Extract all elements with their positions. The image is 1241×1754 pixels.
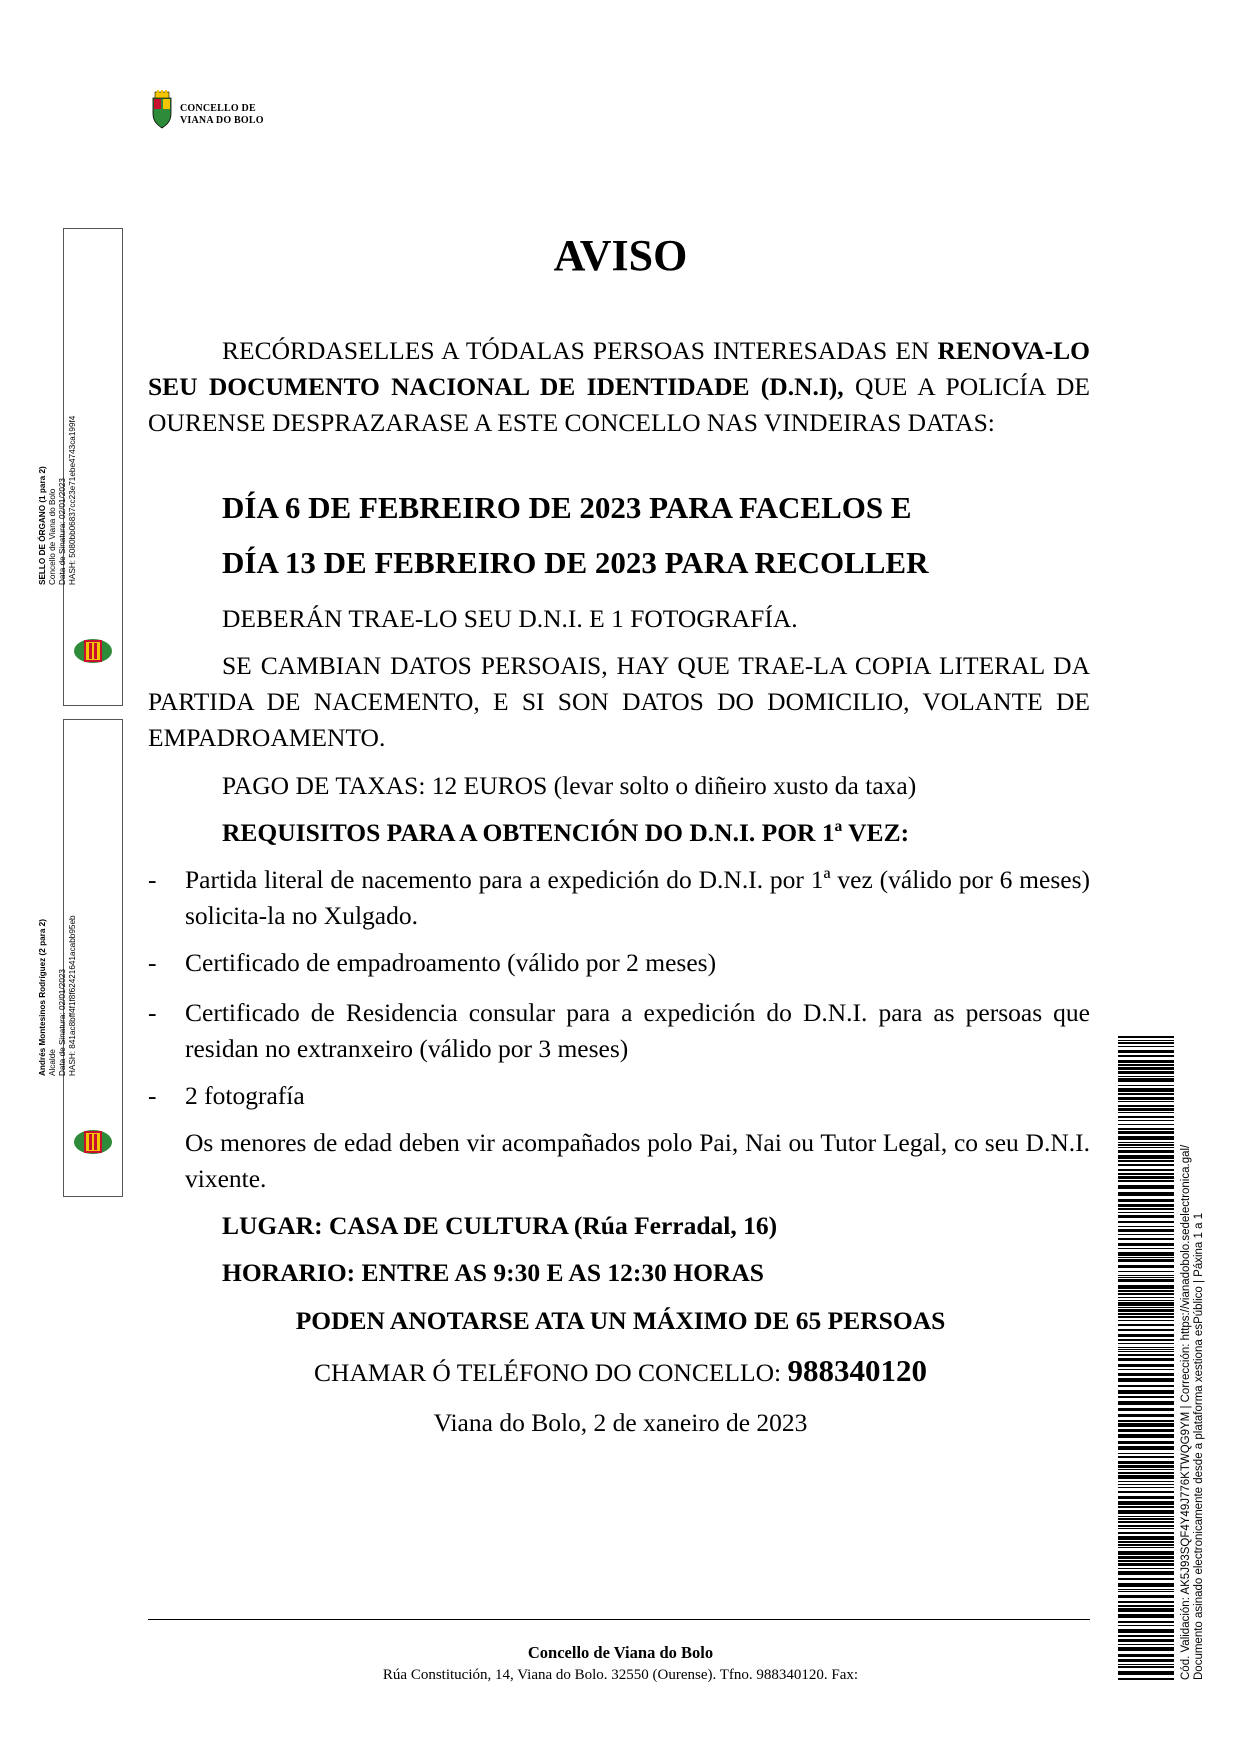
barcode-bar: [1118, 1199, 1174, 1202]
barcode-bar: [1118, 1408, 1174, 1411]
barcode-bar: [1118, 1441, 1174, 1444]
barcode-bar: [1118, 1101, 1174, 1102]
barcode-bar: [1118, 1042, 1174, 1044]
bring-instructions: DEBERÁN TRAE-LO SEU D.N.I. E 1 FOTOGRAFÍA.: [222, 604, 798, 633]
barcode-bar: [1118, 1639, 1174, 1642]
requirements-heading: REQUISITOS PARA A OBTENCIÓN DO D.N.I. POR 1ª VEZ:: [222, 818, 910, 847]
barcode-bar: [1118, 1536, 1174, 1540]
municipal-logo: [150, 90, 270, 134]
barcode-bar: [1118, 1664, 1174, 1665]
barcode-bar: [1118, 1277, 1174, 1278]
barcode-bar: [1118, 1378, 1174, 1382]
barcode-bar: [1118, 1481, 1174, 1482]
barcode-bar: [1118, 1093, 1174, 1095]
barcode-bar: [1118, 1501, 1174, 1505]
barcode-bar: [1118, 1180, 1174, 1182]
barcode-bar: [1118, 1257, 1174, 1258]
barcode-bar: [1118, 1510, 1174, 1514]
barcode-bar: [1118, 1635, 1174, 1637]
signature-panel-mayor: [38, 719, 123, 1197]
barcode-bar: [1118, 1461, 1174, 1464]
footer-org: Concello de Viana do Bolo: [527, 1643, 714, 1662]
barcode-bar: [1118, 1155, 1174, 1159]
barcode-bar: [1118, 1423, 1174, 1427]
seal-icon: [73, 637, 113, 665]
barcode-bar: [1118, 1252, 1174, 1256]
barcode-bar: [1118, 1248, 1174, 1249]
barcode-bar: [1118, 1544, 1174, 1546]
barcode-bar: [1118, 1528, 1174, 1529]
barcode-bar: [1118, 1329, 1174, 1331]
barcode-bar: [1118, 1221, 1174, 1223]
barcode-bar: [1118, 1212, 1174, 1213]
barcode-bar: [1118, 1142, 1174, 1143]
bullet-dash: -: [148, 948, 157, 977]
barcode-bar: [1118, 1160, 1174, 1162]
barcode-bar: [1118, 1358, 1174, 1361]
barcode-bar: [1118, 1354, 1174, 1356]
barcode-bar: [1118, 1131, 1174, 1134]
barcode-bar: [1118, 1116, 1174, 1118]
list-item: - Certificado de Residencia consular para a expedición do D.N.I. para as persoas que residan no extranxeiro (válido por 3 meses): [148, 995, 1090, 1067]
barcode-bar: [1118, 1112, 1174, 1113]
barcode-bar: [1118, 1349, 1174, 1350]
barcode-bar: [1118, 1173, 1174, 1175]
barcode-bar: [1118, 1234, 1174, 1235]
barcode-bar: [1118, 1150, 1174, 1153]
intro-paragraph: RECÓRDASELLES A TÓDALAS PERSOAS INTERESADAS EN RENOVA-LO SEU DOCUMENTO NACIONAL DE IDENTIDADE (D.N.I), QUE A POLICÍA DE OURENSE DESPRAZARASE A ESTE CONCELLO NAS VINDEIRAS DATAS:: [148, 336, 1090, 437]
barcode-bar: [1118, 1516, 1174, 1517]
barcode-bar: [1118, 1608, 1174, 1612]
barcode-bar: [1118, 1671, 1174, 1675]
barcode-bar: [1118, 1453, 1174, 1454]
barcode-bar: [1118, 1324, 1174, 1326]
barcode-bar: [1118, 1108, 1174, 1111]
barcode-bar: [1118, 1169, 1174, 1171]
barcode-bar: [1118, 1320, 1174, 1321]
signature-text: Andrés Montesinos Rodríguez (2 para 2) Alcalde Data de Sinatura: 02/01/2023 HASH: 841ac8bff4f1f8f62421641acabb95eb: [38, 915, 77, 1076]
barcode-bar: [1118, 1369, 1174, 1370]
barcode-bar: [1118, 1525, 1174, 1527]
barcode-bar: [1118, 1547, 1174, 1548]
barcode-bar: [1118, 1678, 1174, 1680]
list-item: - 2 fotografía: [148, 1078, 1090, 1114]
barcode-bar: [1118, 1259, 1174, 1262]
barcode-bar: [1118, 1164, 1174, 1166]
barcode-bar: [1118, 1605, 1174, 1607]
footer-divider: [148, 1619, 1090, 1620]
date-line-capture: DÍA 6 DE FEBREIRO DE 2023 PARA FACELOS E: [222, 490, 912, 525]
barcode-bar: [1118, 1307, 1174, 1308]
barcode-bar: [1118, 1506, 1174, 1508]
page-title: AVISO: [553, 231, 688, 280]
phone-number: 988340120: [787, 1353, 927, 1388]
barcode-bar: [1118, 1147, 1174, 1148]
minors-paragraph: Os menores de edad deben vir acompañados polo Pai, Nai ou Tutor Legal, co seu D.N.I. vixente.: [185, 1128, 1090, 1193]
seal-icon: [73, 1128, 113, 1156]
barcode-bar: [1118, 1060, 1174, 1063]
barcode-bar: [1118, 1472, 1174, 1474]
barcode-bar: [1118, 1085, 1174, 1086]
fees-line: PAGO DE TAXAS: 12 EUROS (levar solto o diñeiro xusto da taxa): [222, 771, 917, 800]
barcode-bar: [1118, 1309, 1174, 1312]
barcode-bar: [1118, 1293, 1174, 1295]
barcode-bar: [1118, 1046, 1174, 1047]
barcode-bar: [1118, 1124, 1174, 1125]
barcode-bar: [1118, 1128, 1174, 1130]
barcode-bar: [1118, 1420, 1174, 1422]
barcode-bar: [1118, 1614, 1174, 1618]
barcode-bar: [1118, 1316, 1174, 1318]
validation-barcode: [1118, 1036, 1174, 1680]
barcode-bar: [1118, 1300, 1174, 1301]
barcode-bar: [1118, 1484, 1174, 1485]
barcode-bar: [1118, 1568, 1174, 1569]
barcode-bar: [1118, 1088, 1174, 1092]
barcode-bar: [1118, 1215, 1174, 1218]
list-item: - Certificado de empadroamento (válido por 2 meses): [148, 945, 1090, 981]
barcode-bar: [1118, 1078, 1174, 1082]
barcode-bar: [1118, 1067, 1174, 1070]
barcode-bar: [1118, 1208, 1174, 1210]
barcode-bar: [1118, 1621, 1174, 1623]
barcode-bar: [1118, 1226, 1174, 1227]
barcode-bar: [1118, 1401, 1174, 1405]
barcode-bar: [1118, 1496, 1174, 1499]
hours-line: HORARIO: ENTRE AS 9:30 E AS 12:30 HORAS: [222, 1258, 764, 1287]
bullet-dash: -: [148, 1081, 157, 1110]
barcode-bar: [1118, 1551, 1174, 1555]
barcode-bar: [1118, 1563, 1174, 1566]
barcode-bar: [1118, 1521, 1174, 1523]
barcode-bar: [1118, 1040, 1174, 1041]
barcode-bar: [1118, 1647, 1174, 1651]
barcode-bar: [1118, 1364, 1174, 1367]
barcode-bar: [1118, 1654, 1174, 1657]
barcode-bar: [1118, 1271, 1174, 1272]
barcode-bar: [1118, 1666, 1174, 1668]
barcode-bar: [1118, 1414, 1174, 1417]
barcode-bar: [1118, 1347, 1174, 1348]
coat-of-arms-icon: [150, 90, 174, 130]
barcode-bar: [1118, 1279, 1174, 1282]
barcode-bar: [1118, 1275, 1174, 1276]
barcode-bar: [1118, 1192, 1174, 1196]
barcode-bar: [1118, 1541, 1174, 1543]
barcode-bar: [1118, 1055, 1174, 1057]
barcode-bar: [1118, 1036, 1174, 1038]
barcode-bar: [1118, 1076, 1174, 1077]
barcode-bar: [1118, 1302, 1174, 1306]
barcode-bar: [1118, 1429, 1174, 1432]
capacity-line: PODEN ANOTARSE ATA UN MÁXIMO DE 65 PERSOAS: [295, 1306, 946, 1335]
barcode-bar: [1118, 1385, 1174, 1387]
bullet-dash: -: [148, 865, 157, 894]
barcode-bar: [1118, 1339, 1174, 1341]
barcode-bar: [1118, 1446, 1174, 1450]
barcode-bar: [1118, 1518, 1174, 1520]
barcode-bar: [1118, 1595, 1174, 1598]
barcode-bar: [1118, 1050, 1174, 1053]
barcode-bar: [1118, 1238, 1174, 1240]
barcode-bar: [1118, 1591, 1174, 1592]
barcode-bar: [1118, 1343, 1174, 1344]
signature-text: SELLO DE ÓRGANO (1 para 2) Concello de Viana do Bolo Data de Sinatura: 02/01/2023 HASH: 5080bb06837cc23e71ebe4743ca199f4: [38, 415, 77, 585]
barcode-bar: [1118, 1589, 1174, 1590]
barcode-bar: [1118, 1243, 1174, 1246]
barcode-bar: [1118, 1487, 1174, 1488]
barcode-bar: [1118, 1071, 1174, 1074]
document-date: Viana do Bolo, 2 de xaneiro de 2023: [433, 1408, 808, 1437]
barcode-bar: [1118, 1120, 1174, 1121]
barcode-bar: [1118, 1532, 1174, 1534]
barcode-bar: [1118, 1469, 1174, 1470]
org-name: CONCELLO DE VIANA DO BOLO: [180, 103, 264, 126]
barcode-bar: [1118, 1185, 1174, 1189]
barcode-bar: [1118, 1204, 1174, 1207]
barcode-bar: [1118, 1097, 1174, 1100]
barcode-bar: [1118, 1390, 1174, 1394]
barcode-bar: [1118, 1334, 1174, 1337]
data-change-paragraph: SE CAMBIAN DATOS PERSOAIS, HAY QUE TRAE-LA COPIA LITERAL DA PARTIDA DE NACEMENTO, E SI SON DATOS DO DOMICILIO, VOLANTE DE EMPADROAMENTO.: [148, 651, 1090, 752]
barcode-bar: [1118, 1229, 1174, 1232]
barcode-bar: [1118, 1265, 1174, 1268]
barcode-bar: [1118, 1659, 1174, 1662]
footer-address: Rúa Constitución, 14, Viana do Bolo. 32550 (Ourense). Tfno. 988340120. Fax:: [382, 1667, 859, 1683]
barcode-bar: [1118, 1560, 1174, 1562]
barcode-bar: [1118, 1373, 1174, 1376]
barcode-bar: [1118, 1465, 1174, 1468]
barcode-bar: [1118, 1396, 1174, 1398]
barcode-bar: [1118, 1629, 1174, 1633]
list-item: - Partida literal de nacemento para a expedición do D.N.I. por 1ª vez (válido por 6 meses) solicita-la no Xulgado.: [148, 862, 1090, 934]
barcode-bar: [1118, 1136, 1174, 1140]
barcode-bar: [1118, 1601, 1174, 1603]
barcode-bar: [1118, 1475, 1174, 1479]
barcode-bar: [1118, 1625, 1174, 1626]
barcode-bar: [1118, 1144, 1174, 1146]
barcode-bar: [1118, 1556, 1174, 1559]
date-line-collect: DÍA 13 DE FEBREIRO DE 2023 PARA RECOLLER: [222, 545, 929, 580]
barcode-bar: [1118, 1351, 1174, 1352]
barcode-bar: [1118, 1456, 1174, 1458]
barcode-bar: [1118, 1285, 1174, 1289]
barcode-bar: [1118, 1290, 1174, 1292]
barcode-bar: [1118, 1491, 1174, 1493]
place-line: LUGAR: CASA DE CULTURA (Rúa Ferradal, 16): [222, 1211, 778, 1240]
barcode-bar: [1118, 1571, 1174, 1575]
barcode-bar: [1118, 1578, 1174, 1580]
barcode-bar: [1118, 1644, 1174, 1645]
signature-panel-seal: [38, 228, 123, 706]
bullet-dash: -: [148, 998, 157, 1027]
barcode-bar: [1118, 1064, 1174, 1066]
validation-code: Cód. Validación: AK5J93SQF4Y49J776KTWQG9YM | Corrección: https://vianadobolo.sedelectronica.gal/ Documento asinado electronicamente desde a plataforma xestiona esPúblico | Páxina 1 a 1: [1180, 1144, 1205, 1680]
barcode-bar: [1118, 1583, 1174, 1587]
barcode-bar: [1118, 1176, 1174, 1179]
barcode-bar: [1118, 1297, 1174, 1298]
barcode-bar: [1118, 1313, 1174, 1315]
barcode-bar: [1118, 1434, 1174, 1438]
phone-line: CHAMAR Ó TELÉFONO DO CONCELLO: 988340120: [314, 1353, 927, 1388]
barcode-bar: [1118, 1105, 1174, 1107]
